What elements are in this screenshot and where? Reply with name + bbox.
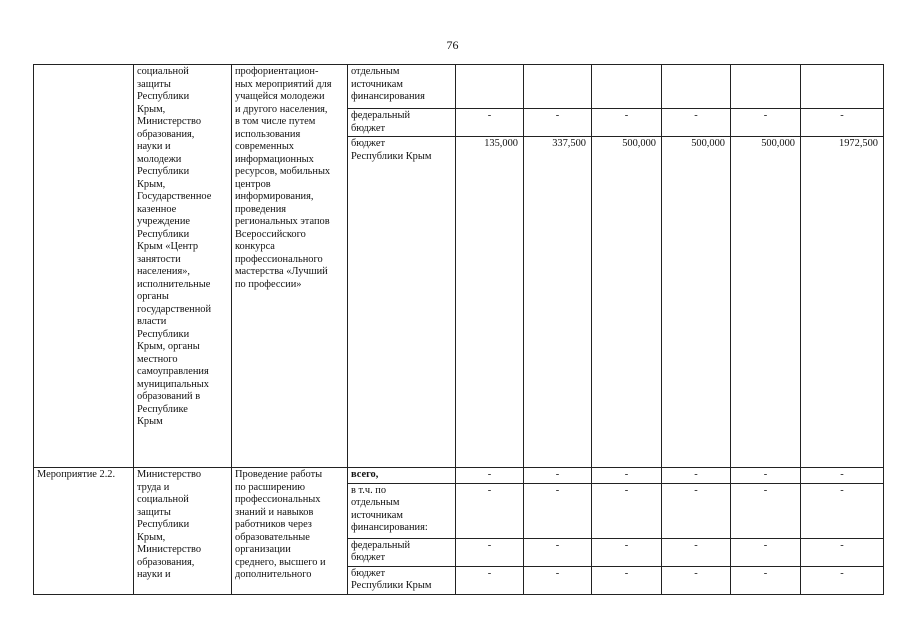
amount-cell: -: [592, 538, 662, 566]
amount-cell: -: [456, 566, 524, 594]
funding-source-cell: в т.ч. по отдельным источникам финансирования:: [348, 483, 456, 538]
executor-cell: Министерство труда и социальной защиты Республики Крым, Министерство образования, науки и: [134, 468, 232, 595]
amount-cell: -: [524, 566, 592, 594]
amount-cell: [456, 65, 524, 109]
amount-cell: -: [456, 483, 524, 538]
amount-cell: [524, 65, 592, 109]
amount-cell: [731, 65, 801, 109]
amount-cell: [592, 65, 662, 109]
amount-cell: -: [524, 109, 592, 137]
amount-cell: 337,500: [524, 137, 592, 468]
amount-cell: -: [524, 538, 592, 566]
amount-cell: 135,000: [456, 137, 524, 468]
executor-cell: социальной защиты Республики Крым, Министерство образования, науки и молодежи Республики Крым, Государственное казенное учреждение Республики Крым «Центр занятости населения», исполнительные органы государственной власти Республики Крым, органы местного самоуправления муниципальных образований в Республике Крым: [134, 65, 232, 468]
funding-source-cell: всего,: [348, 468, 456, 484]
amount-cell: -: [731, 109, 801, 137]
funding-source-cell: федеральный бюджет: [348, 109, 456, 137]
amount-cell: 500,000: [731, 137, 801, 468]
measure-name-cell: Мероприятие 2.2.: [34, 468, 134, 595]
amount-cell: [662, 65, 731, 109]
amount-cell: -: [731, 566, 801, 594]
amount-cell: -: [662, 468, 731, 484]
amount-cell: -: [592, 109, 662, 137]
table-row: [34, 468, 884, 484]
measure-name-cell: [34, 65, 134, 468]
amount-cell: -: [524, 483, 592, 538]
amount-cell: -: [801, 538, 884, 566]
amount-cell: -: [801, 483, 884, 538]
amount-cell: -: [801, 109, 884, 137]
table-body: [34, 65, 884, 595]
amount-cell: -: [731, 538, 801, 566]
amount-cell: -: [456, 538, 524, 566]
budget-table: [33, 64, 884, 595]
amount-cell: 500,000: [592, 137, 662, 468]
amount-cell: -: [456, 468, 524, 484]
measure-description-cell: Проведение работы по расширению профессиональных знаний и навыков работников через образовательные организации среднего, высшего и дополнительного: [232, 468, 348, 595]
amount-cell: 1972,500: [801, 137, 884, 468]
amount-cell: -: [801, 566, 884, 594]
table-row: [34, 65, 884, 109]
page-number: 76: [446, 38, 459, 52]
amount-cell: -: [592, 483, 662, 538]
amount-cell: -: [662, 566, 731, 594]
amount-cell: -: [662, 109, 731, 137]
amount-cell: -: [731, 483, 801, 538]
amount-cell: -: [456, 109, 524, 137]
funding-source-cell: отдельным источникам финансирования: [348, 65, 456, 109]
funding-source-cell: федеральный бюджет: [348, 538, 456, 566]
amount-cell: -: [731, 468, 801, 484]
funding-source-cell: бюджет Республики Крым: [348, 566, 456, 594]
amount-cell: -: [662, 483, 731, 538]
amount-cell: -: [662, 538, 731, 566]
measure-description-cell: профориентацион- ных мероприятий для учащейся молодежи и другого населения, в том числе путем использования современных информационных ресурсов, мобильных центров информирования, проведения региональных этапов Всероссийского конкурса профессионального мастерства «Лучший по профессии»: [232, 65, 348, 468]
amount-cell: -: [524, 468, 592, 484]
amount-cell: 500,000: [662, 137, 731, 468]
amount-cell: -: [592, 468, 662, 484]
funding-source-cell: бюджет Республики Крым: [348, 137, 456, 468]
amount-cell: [801, 65, 884, 109]
amount-cell: -: [801, 468, 884, 484]
amount-cell: -: [592, 566, 662, 594]
